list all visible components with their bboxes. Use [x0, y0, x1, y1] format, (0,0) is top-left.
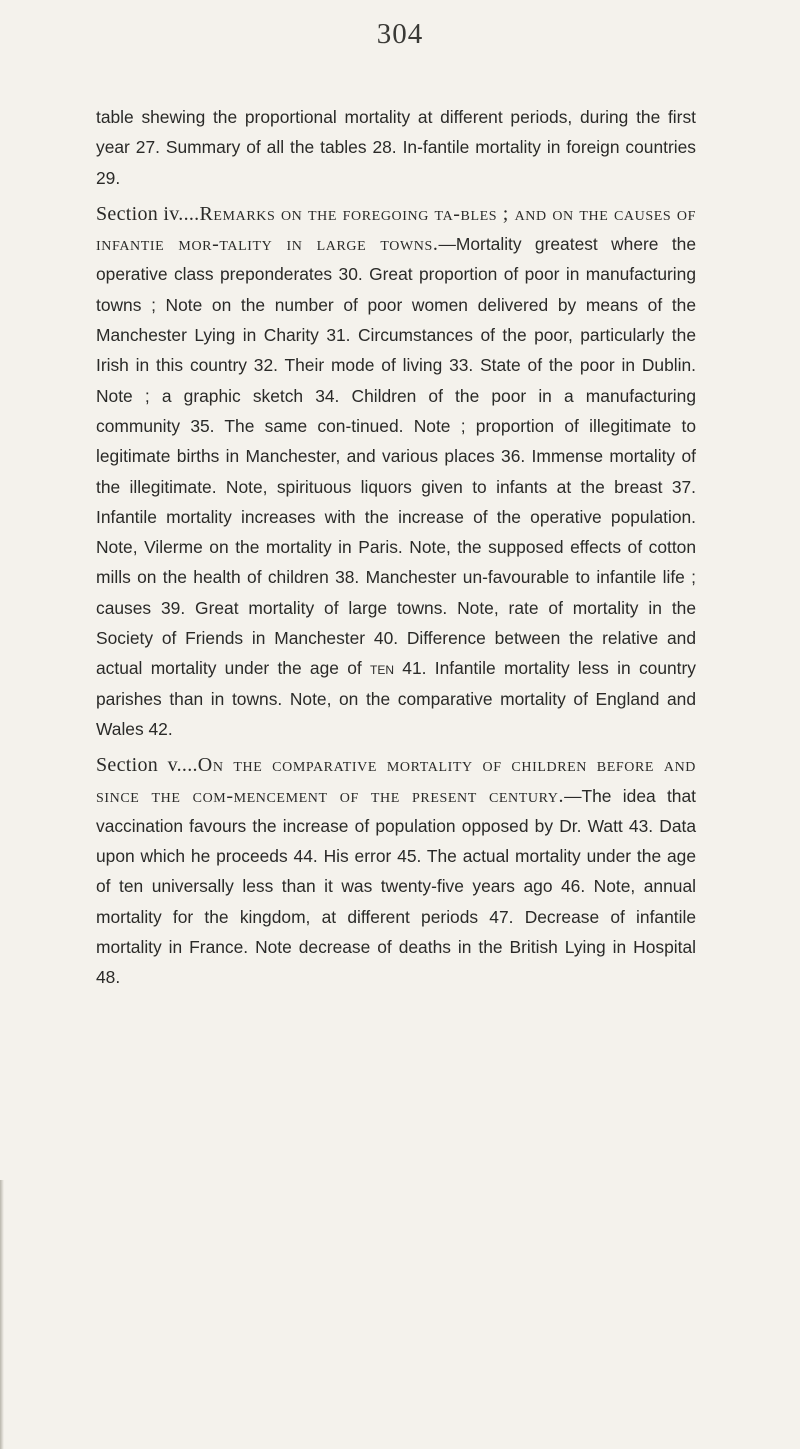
section-v-title: On the comparative mortality of children before and since the com-mencement of the present century.	[96, 754, 697, 807]
section-iv-label: Section iv....	[96, 202, 200, 225]
section-iv-small-caps-word: ten	[370, 658, 394, 679]
page-content	[96, 102, 696, 993]
section-iv-body-part1: —Mortality greatest where the operative class preponderates 30. Great proportion of poor in manufacturing towns ; Note on the number of poor women delivered by means of the Manchester Lying in Charity 31. Circumstances of the poor, particularly the Irish in this country 32. Their mode of living 33. State of the poor in Dublin. Note ; a graphic sketch 34. Children of the poor in a manufacturing community 35. The same con-tinued. Note ; proportion of illegitimate to legitimate births in Manchester, and various places 36. Immense mortality of the illegitimate. Note, spirituous liquors given to infants at the breast 37. Infantile mortality increases with the increase of the operative population. Note, Vilerme on the mortality in Paris. Note, the supposed effects of cotton mills on the health of children 38. Manchester un-favourable to infantile life ; causes 39. Great mortality of large towns. Note, rate of mortality in the Society of Friends in Manchester 40. Difference between the relative and actual mortality under the age of	[96, 234, 696, 679]
section-v-body: —The idea that vaccination favours the increase of population opposed by Dr. Watt 43. Data upon which he proceeds 44. His error 45. The actual mortality under the age of ten universally less than it was twenty-five years ago 46. Note, annual mortality for the kingdom, at different periods 47. Decrease of infantile mortality in France. Note decrease of deaths in the British Lying in Hospital 48.	[96, 785, 696, 988]
section-iv-paragraph	[96, 199, 696, 744]
section-v-label: Section v....	[96, 754, 198, 777]
page-number: 304	[376, 18, 424, 50]
page-edge-shadow	[0, 1180, 4, 1449]
intro-paragraph: table shewing the proportional mortality at different periods, during the first year 27. Summary of all the tables 28. In-fantile mortality in foreign countries 29.	[96, 107, 696, 188]
section-v-paragraph	[96, 750, 696, 992]
section-iv-body-part2: 41. Infantile mortality less in country parishes than in towns. Note, on the comparative mortality of England and Wales 42.	[96, 658, 696, 739]
section-iv-title: Remarks on the foregoing ta-bles ; and on the causes of infantie mor-tality in large towns.	[96, 202, 696, 256]
